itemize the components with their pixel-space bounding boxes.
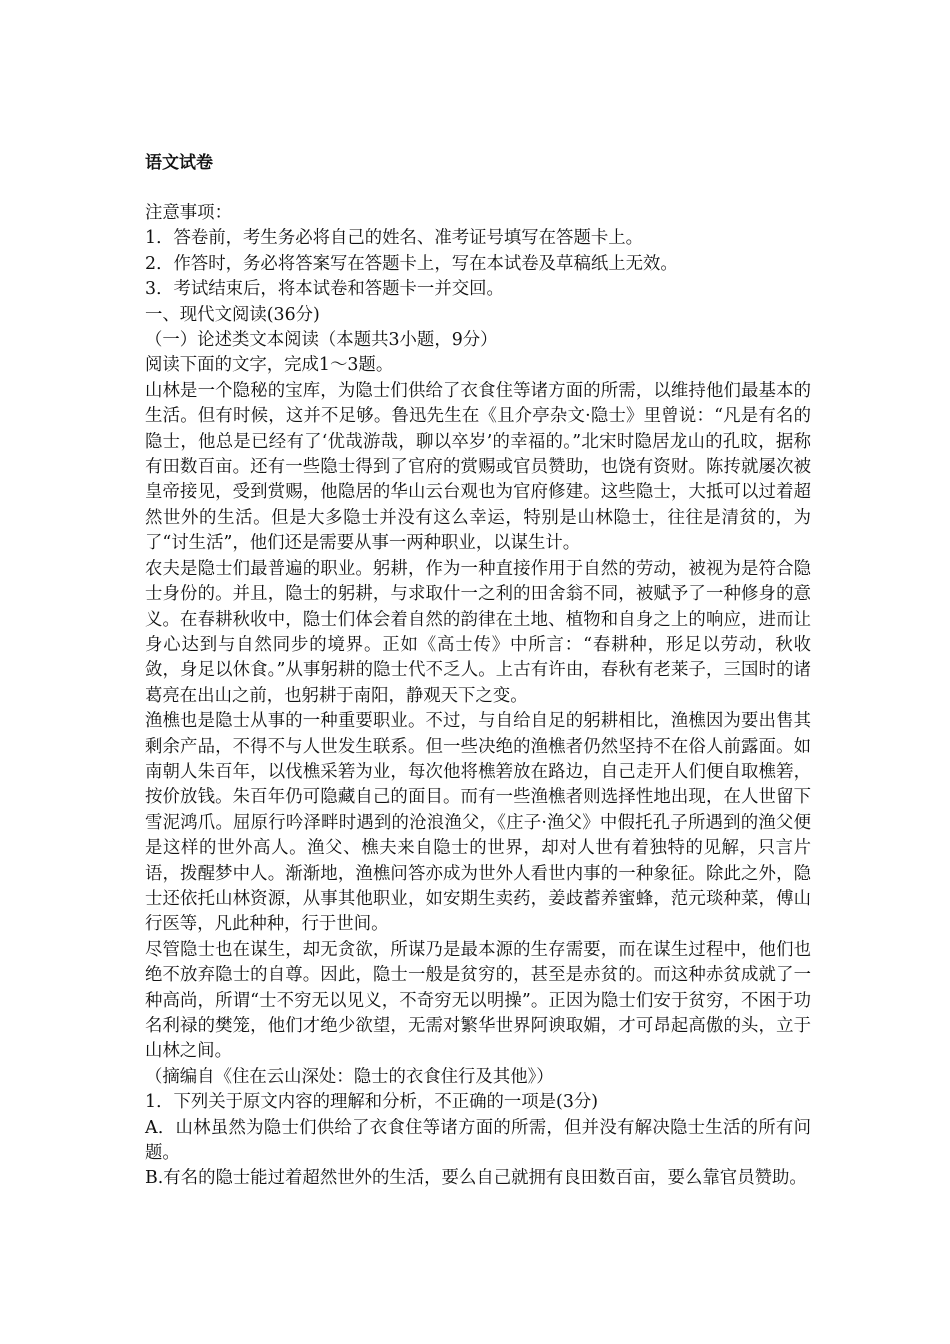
passage-paragraph-3: 渔樵也是隐士从事的一种重要职业。不过，与自给自足的躬耕相比，渔樵因为要出售其剩余产品，不得不与人世发生联系。但一些决绝的渔樵者仍然坚持不在俗人前露面。如南朝人朱百年，以伐樵采箬为业，每次他将樵箬放在路边，自己走开人们便自取樵箬，按价放钱。朱百年仍可隐藏自己的面目。而有一些渔樵者则选择性地出现，在人世留下雪泥鸿爪。屈原行吟泽畔时遇到的沧浪渔父，《庄子·渔父》中假托孔子所遇到的渔父便是这样的世外高人。渔父、樵夫来自隐士的世界，却对人世有着独特的见解，只言片语，拨醒梦中人。渐渐地，渔樵问答亦成为世外人看世内事的一种象征。除此之外，隐士还依托山林资源，从事其他职业，如安期生卖药，姜歧蓄养蜜蜂，范元琰种菜，傅山行医等，凡此种种，行于世间。 — [145, 711, 811, 935]
passage-paragraph-4: 尽管隐士也在谋生，却无贪欲，所谋乃是最本源的生存需要，而在谋生过程中，他们也绝不放弃隐士的自尊。因此，隐士一般是贫穷的，甚至是赤贫的。而这种赤贫成就了一种高尚，所谓“士不穷无以见义，不奇穷无以明操”。正因为隐士们安于贫穷，不困于功名利禄的樊笼，他们才绝少欲望，无需对繁华世界阿谀取媚，才可昂起高傲的头，立于山林之间。 — [145, 939, 811, 1062]
notice-item-3: 3．考试结束后，将本试卷和答题卡一并交回。 — [145, 279, 504, 300]
passage-paragraph-1: 山林是一个隐秘的宝库，为隐士们供给了衣食住等诸方面的所需，以维持他们最基本的生活。但有时候，这并不足够。鲁迅先生在《且介亭杂文·隐士》里曾说：“凡是有名的隐士，他总是已经有了‘优哉游哉，聊以卒岁’的幸福的。”北宋时隐居龙山的孔旼，据称有田数百亩。还有一些隐士得到了官府的赏赐或官员赞助，也饶有资财。陈抟就屡次被皇帝接见，受到赏赐，他隐居的华山云台观也为官府修建。这些隐士，大抵可以过着超然世外的生活。但是大多隐士并没有这么幸运，特别是山林隐士，往往是清贫的，为了“讨生活”，他们还是需要从事一两种职业，以谋生计。 — [145, 380, 811, 554]
question-1-option-b: B.有名的隐士能过着超然世外的生活，要么自己就拥有良田数百亩，要么靠官员赞助。 — [145, 1168, 807, 1189]
document-title: 语文试卷 — [145, 153, 213, 173]
document-body — [145, 151, 811, 1192]
subsection-heading: （一）论述类文本阅读（本题共3小题，9分） — [145, 330, 498, 351]
notice-item-1: 1．答卷前，考生务必将自己的姓名、准考证号填写在答题卡上。 — [145, 228, 644, 249]
notice-item-2: 2．作答时，务必将答案写在答题卡上，写在本试卷及草稿纸上无效。 — [145, 253, 678, 274]
section-heading: 一、现代文阅读(36分) — [145, 304, 320, 325]
question-1-option-a: A．山林虽然为隐士们供给了衣食住等诸方面的所需，但并没有解决隐士生活的所有问题。 — [145, 1117, 811, 1164]
passage-paragraph-2: 农夫是隐士们最普遍的职业。躬耕，作为一种直接作用于自然的劳动，被视为是符合隐士身份的。并且，隐士的躬耕，与求取什一之利的田舍翁不同，被赋予了一种修身的意义。在春耕秋收中，隐士们体会着自然的韵律在土地、植物和自身之上的响应，进而让身心达到与自然同步的境界。正如《高士传》中所言：“春耕种，形足以劳动，秋收敛，身足以休食。”从事躬耕的隐士代不乏人。上古有许由，春秋有老莱子，三国时的诸葛亮在出山之前，也躬耕于南阳，静观天下之变。 — [145, 558, 811, 706]
question-1: 1．下列关于原文内容的理解和分析，不正确的一项是(3分) — [145, 1092, 599, 1113]
source-note: （摘编自《住在云山深处：隐士的衣食住行及其他》） — [145, 1066, 554, 1087]
reading-instruction: 阅读下面的文字，完成1～3题。 — [145, 355, 394, 376]
notice-heading: 注意事项： — [145, 203, 232, 223]
